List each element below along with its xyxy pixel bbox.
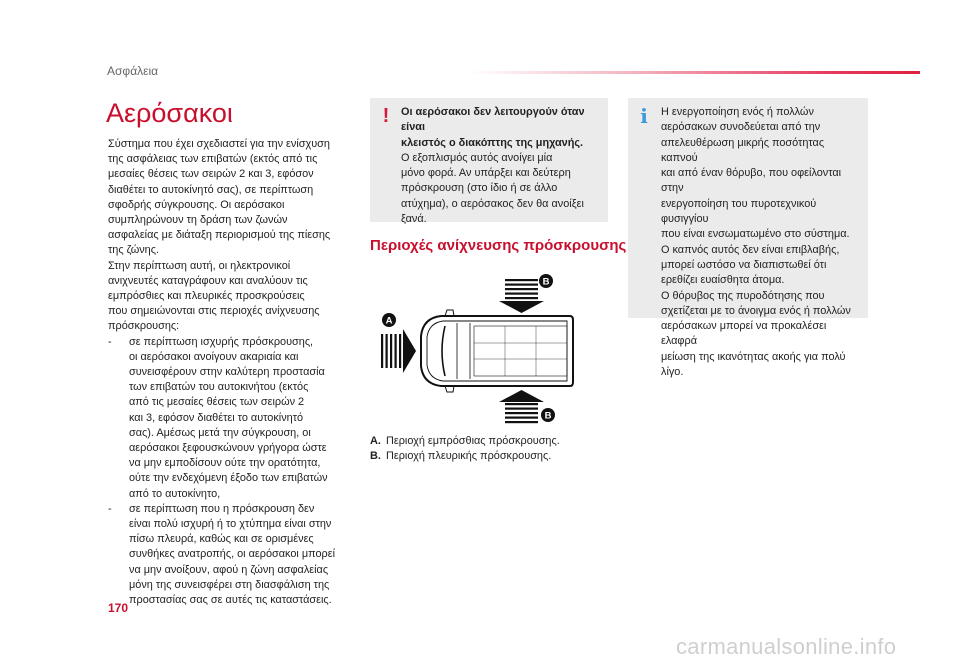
intro-paragraph: Σύστημα που έχει σχεδιαστεί για την ενίσχυση της ασφάλειας των επιβατών (εκτός από τις μεσαίες θέσεις των σειρών 2 και 3, εφόσον διαθέτει το αυτοκίνητό σας), σε περίπτωση σφοδρής σύγκρουσης. Οι αερόσακοι συμπληρώνουν τη δράση των ζωνών ασφαλείας με διάταξη περιορισμού της πίεσης της ζώνης. Στην περίπτωση αυτή, οι ηλεκτρονικοί ανιχνευτές καταγράφουν και αναλύουν τις εμπρόσθιες και πλευρικές προσκρούσεις που σημειώνονται στις περιοχές ανίχνευσης πρόσκρουσης:	[108, 138, 331, 333]
side-impact-arrow-top	[499, 279, 544, 313]
page-number: 170	[108, 601, 129, 615]
bullet-strong-impact: - σε περίπτωση ισχυρής πρόσκρουσης, οι αερόσακοι ανοίγουν ακαριαία και συνεισφέρουν στην καλύτερη προστασία των επιβατών του αυτοκινήτου (εκτός από τις μεσαίες θέσεις των σειρών 2 και 3, εφόσον διαθέτει το αυτοκίνητό σας). Αμέσως μετά την σύγκρουση, οι αερόσακοι ξεφουσκώνουν γρήγορα ώστε να μην εμποδίσουν ούτε την ορατότητα, ούτε την ενδεχόμενη έξοδο των επιβατών από το αυτοκίνητο,	[108, 335, 328, 500]
svg-text:A: A	[385, 315, 393, 327]
legend-item-b: B. Περιοχή πλευρικής πρόσκρουσης.	[370, 450, 552, 463]
warning-text: Οι αερόσακοι δεν λειτουργούν όταν είναι κλειστός ο διακόπτης της μηχανής. Ο εξοπλισμός αυτός ανοίγει μία μόνο φορά. Αν υπάρξει και δεύτερη πρόσκρουση (στο ίδιο ή σε άλλο ατύχημα), ο αερόσακος δεν θα ανοίξει ξανά.	[401, 106, 585, 226]
bullet-weak-impact: - σε περίπτωση που η πρόσκρουση δεν είναι πολύ ισχυρή ή το χτύπημα είναι στην πίσω πλευρά, καθώς και σε ορισμένες συνθήκες ανατροπής, οι αερόσακοι μπορεί να μην ανοίξουν, αφού η ζώνη ασφαλείας μόνη της συνεισφέρει στη διασφάλιση της προστασίας σας σε αυτές τις καταστάσεις.	[108, 502, 336, 607]
impact-bullets	[108, 335, 366, 609]
watermark: carmanualsonline.info	[676, 634, 897, 659]
warning-box	[370, 98, 608, 226]
label-badge-b-bottom	[541, 408, 555, 422]
info-text: Η ενεργοποίηση ενός ή πολλών αερόσακων συνοδεύεται από την απελευθέρωση μικρής ποσότητας καπνού και από έναν θόρυβο, που οφείλονται στην ενεργοποίηση του πυροτεχνικού φυσιγγίου που είναι ενσωματωμένο στο σύστημα. Ο καπνός αυτός δεν είναι επιβλαβής, μπορεί ωστόσο να διαπιστωθεί ότι ερεθίζει ευαίσθητα άτομα. Ο θόρυβος της πυροδότησης που σχετίζεται με το άνοιγμα ενός ή πολλών αερόσακων μπορεί να προκαλέσει ελαφρά μείωση της ικανότητας ακοής για πολύ λίγο.	[661, 106, 851, 379]
side-impact-arrow-bottom	[499, 390, 544, 423]
legend-item-a: A. Περιοχή εμπρόσθιας πρόσκρουσης.	[370, 435, 560, 447]
header-rule	[470, 71, 920, 74]
svg-text:B: B	[542, 276, 550, 288]
warning-icon: !	[382, 105, 390, 127]
svg-text:B: B	[544, 410, 552, 422]
label-badge-b-top	[539, 274, 553, 288]
detection-title: Περιοχές ανίχνευσης πρόσκρουσης	[370, 237, 627, 254]
section-label: Ασφάλεια	[107, 64, 159, 78]
vehicle-top-view	[421, 310, 573, 392]
info-icon: i	[640, 104, 648, 128]
impact-zones-diagram	[375, 266, 575, 428]
diagram-legend	[370, 434, 610, 465]
intro-text	[108, 137, 366, 608]
front-impact-arrow	[381, 329, 416, 373]
label-badge-a	[382, 313, 396, 327]
info-box	[628, 98, 868, 379]
page-title: Αερόσακοι	[106, 98, 233, 128]
